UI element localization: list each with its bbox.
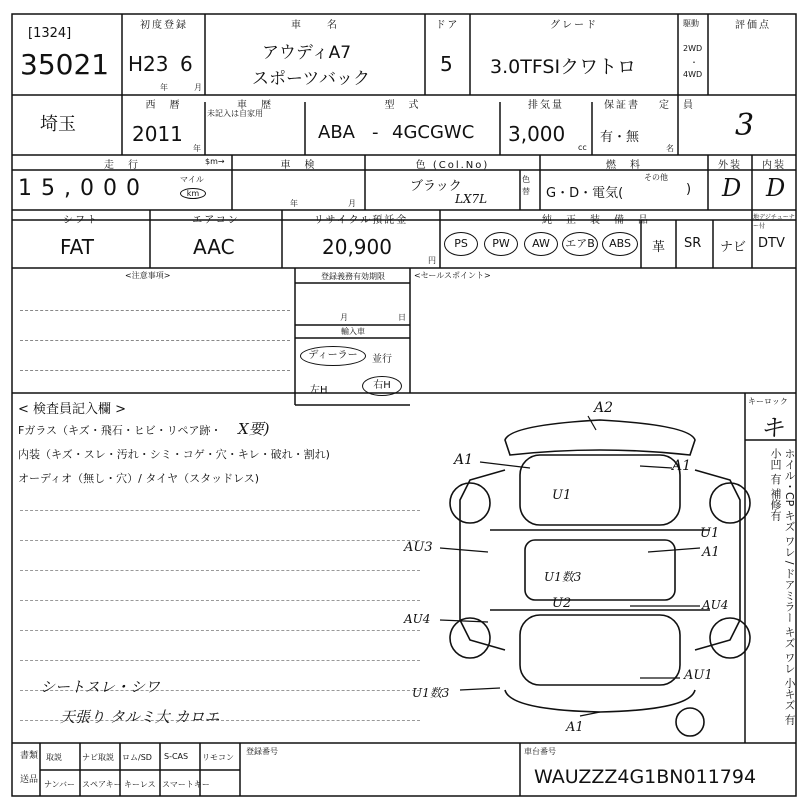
drive-4wd: 4WD <box>683 70 703 79</box>
item-keyless: キーレス <box>124 780 156 789</box>
item-remote: リモコン <box>202 753 234 762</box>
tv-label: 地デジチューナー付 <box>753 214 795 230</box>
equip-navi: ナビ <box>720 240 747 255</box>
year-value: 2011 <box>132 122 183 146</box>
caution-line <box>20 370 290 371</box>
reg-day: 日 <box>398 313 406 322</box>
inspection-month: 月 <box>348 199 356 208</box>
capacity-unit: 名 <box>666 144 674 153</box>
chassis-number: WAUZZZ4G1BN011794 <box>534 766 757 788</box>
region: 埼玉 <box>40 114 76 135</box>
door-count: 5 <box>440 52 453 76</box>
yen-unit: 円 <box>428 256 436 265</box>
history-label: 車 歴 <box>237 100 273 111</box>
color-change-label: 色替 <box>522 175 530 196</box>
model-code: 4GCGWC <box>392 122 475 143</box>
car-name-line2: スポーツバック <box>252 69 370 89</box>
exterior-label: 外装 <box>718 160 742 171</box>
docs-label-2: 送品 <box>20 775 39 785</box>
inspection-label: 車 検 <box>280 160 317 171</box>
mileage-value: 15,000 <box>18 176 149 201</box>
grade-value: 3.0TFSIクワトロ <box>490 56 637 78</box>
interior-text: 内装（キズ・スレ・汚れ・シミ・コゲ・穴・キレ・破れ・割れ) <box>18 448 330 461</box>
inspector-title: < 検査員記入欄 > <box>18 402 127 417</box>
left-hand-drive: 左H <box>310 385 328 396</box>
item-rom-sd: ロム/SD <box>122 753 152 762</box>
key-lock-hand: キ <box>760 414 784 442</box>
equip-pw: PW <box>484 232 518 256</box>
caution-line <box>20 340 290 341</box>
mileage-unit-mile: マイル <box>180 175 204 184</box>
color-value: ブラック <box>410 179 462 194</box>
wheel-mirror-legend: ホイル・CP キズ ワレ / ドアミラー キズ ワレ 小キズ 有 小凹 有 補修有 <box>769 448 796 725</box>
fuel-options: G・D・電気( <box>546 186 624 201</box>
equip-ps: PS <box>444 232 478 256</box>
inspector-line <box>20 540 420 541</box>
lot-bracket: [1324] <box>28 26 72 41</box>
interior-hand: D <box>766 174 786 202</box>
code-u2: U2 <box>552 596 572 611</box>
drive-2wd: 2WD <box>683 44 703 53</box>
recycle-value: 20,900 <box>322 235 392 259</box>
warranty-label: 保証書 <box>604 100 640 111</box>
code-u1-bottom: U1数3 <box>412 686 450 700</box>
inspector-line <box>20 510 420 511</box>
caution-line <box>20 310 290 311</box>
reg-valid-label: 登録義務有効期限 <box>321 272 385 281</box>
equip-dtv: DTV <box>758 236 785 251</box>
capacity-label: 定 員 <box>659 100 695 111</box>
code-au4-right: AU4 <box>702 598 729 612</box>
code-a1-right: A1 <box>672 458 692 474</box>
score-label: 評価点 <box>735 20 771 31</box>
color-label: 色 (Col.No) <box>415 160 490 171</box>
import-label: 輸入車 <box>341 327 365 336</box>
item-number: ナンバー <box>44 780 76 789</box>
first-reg-era: H23 <box>128 52 169 76</box>
color-code: LX7L <box>455 192 488 206</box>
hand-note-2: 天張り タルミ大 カロエ <box>60 708 220 726</box>
lot-number: 35021 <box>20 48 110 81</box>
import-parallel: 並行 <box>372 354 392 365</box>
car-name-label: 車 名 <box>291 20 339 31</box>
mileage-label: 走 行 <box>104 160 140 171</box>
inspector-line <box>20 660 420 661</box>
inspector-line <box>20 600 420 601</box>
equip-abs: ABS <box>602 232 638 256</box>
warranty-value: 有・無 <box>600 130 640 145</box>
code-au1: AU1 <box>684 668 713 683</box>
nen-label: 年 <box>160 83 168 92</box>
equip-aw: AW <box>524 232 558 256</box>
fuel-other: その他 <box>644 173 668 182</box>
hand-note-1: シートスレ・シワ <box>40 678 160 696</box>
audio-tire-text: オーディオ（無し・穴）/ タイヤ（スタッドレス) <box>18 472 260 485</box>
fuel-label: 燃 料 <box>606 160 642 171</box>
item-manual: 取説 <box>46 753 62 762</box>
model-prefix: ABA <box>318 122 355 143</box>
grade-label: グレード <box>550 20 598 31</box>
shift-label: シフト <box>63 215 99 226</box>
cc-unit: cc <box>578 143 587 152</box>
door-label: ドア <box>435 20 460 31</box>
item-smart-key: スマートキー <box>162 780 210 789</box>
docs-label: 書類 <box>20 751 39 761</box>
interior-label: 内装 <box>762 160 786 171</box>
inspector-line <box>20 630 420 631</box>
fglass-mark: X要) <box>238 420 270 438</box>
fglass-text: Fガラス（キズ・飛石・ヒビ・リペア跡・ <box>18 424 222 437</box>
code-a2: A2 <box>594 400 614 416</box>
code-a1-bottom: A1 <box>566 720 584 735</box>
mileage-unit-km: km <box>180 188 206 199</box>
item-navi-manual: ナビ取説 <box>82 753 114 762</box>
item-scas: S-CAS <box>164 752 189 761</box>
caution-label: <注意事項> <box>125 271 171 280</box>
reg-month: 月 <box>340 313 348 322</box>
ac-value: AAC <box>193 235 235 259</box>
code-au3: AU3 <box>404 540 433 555</box>
tsuki-label: 月 <box>194 83 202 92</box>
import-dealer: ディーラー <box>300 346 366 366</box>
item-spare-key: スペアキー <box>82 780 122 789</box>
code-a1-left: A1 <box>454 452 474 468</box>
displacement-label: 排気量 <box>528 100 564 111</box>
equipment-label: 純 正 装 備 品 <box>542 215 650 226</box>
reg-number-label: 登録番号 <box>246 747 278 756</box>
exterior-hand: D <box>722 174 742 202</box>
year-label: 西 暦 <box>145 100 182 111</box>
first-reg-month: 6 <box>180 52 193 76</box>
equip-airbag: エアB <box>562 232 598 256</box>
model-label: 型 式 <box>384 100 421 111</box>
inspection-year: 年 <box>290 199 298 208</box>
year-nen: 年 <box>193 144 201 153</box>
right-hand-drive: 右H <box>362 376 402 396</box>
fuel-close: ) <box>686 182 692 197</box>
equip-sr: SR <box>684 236 702 251</box>
drive-label: 駆動 <box>683 19 699 28</box>
drive-dot: ・ <box>690 58 698 67</box>
model-dash: - <box>372 122 379 143</box>
displacement-value: 3,000 <box>508 122 566 146</box>
code-a1-right2: A1 <box>702 545 720 560</box>
first-reg-label: 初度登録 <box>140 20 188 31</box>
smeter-label: $m→ <box>205 157 225 166</box>
car-name-line1: アウディA7 <box>262 43 352 63</box>
history-note: 未記入は自家用 <box>207 109 263 118</box>
code-au4-left: AU4 <box>404 612 431 626</box>
code-u1-center: U1数3 <box>544 570 582 584</box>
hand-marks <box>440 416 700 716</box>
code-u1-right: U1 <box>700 526 720 541</box>
inspector-line <box>20 570 420 571</box>
code-u1-roof: U1 <box>552 488 572 503</box>
chassis-label: 車台番号 <box>524 747 556 756</box>
ac-label: エアコン <box>192 215 240 226</box>
equip-leather: 革 <box>652 240 666 255</box>
recycle-label: リサイクル預託金 <box>313 215 409 226</box>
score-hand: 3 <box>735 108 755 143</box>
shift-value: FAT <box>60 235 95 259</box>
key-lock-label: キーロック <box>748 397 788 406</box>
sales-point-label: <セールスポイント> <box>414 271 491 280</box>
